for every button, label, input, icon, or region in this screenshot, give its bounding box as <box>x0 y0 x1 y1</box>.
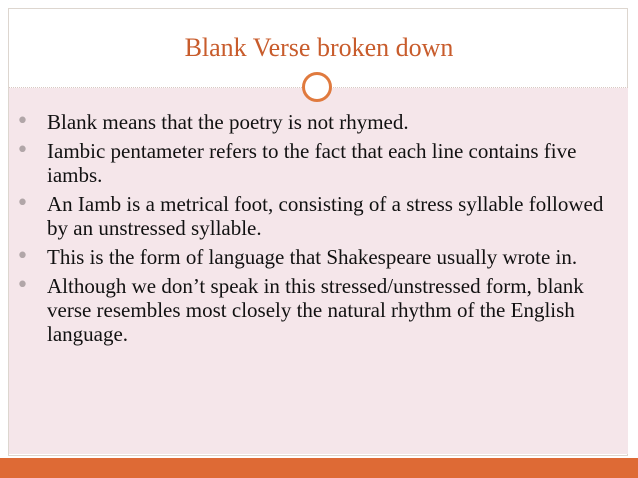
bullet-icon: • <box>16 138 29 163</box>
circle-icon <box>302 72 332 102</box>
slide-title: Blank Verse broken down <box>184 33 454 62</box>
bullet-icon: • <box>16 244 29 269</box>
bullet-item <box>16 192 613 240</box>
bullet-text: Blank means that the poetry is not rhymed. <box>47 110 409 134</box>
bullet-list <box>16 110 616 346</box>
bullet-item <box>16 245 613 269</box>
bullet-text: Although we don’t speak in this stressed/unstressed form, blank verse resembles most closely the natural rhythm of the English language. <box>47 274 584 346</box>
bullet-icon: • <box>16 273 29 298</box>
bullet-item <box>16 110 613 134</box>
bullet-item <box>16 139 613 187</box>
bullet-icon: • <box>16 109 29 134</box>
bullet-item <box>16 274 613 346</box>
bullet-icon: • <box>16 191 29 216</box>
bullet-text: This is the form of language that Shakespeare usually wrote in. <box>47 245 578 269</box>
bottom-accent-bar <box>0 458 638 478</box>
bullet-text: Iambic pentameter refers to the fact that each line contains five iambs. <box>47 139 577 187</box>
bullet-text: An Iamb is a metrical foot, consisting of a stress syllable followed by an unstressed syllable. <box>47 192 604 240</box>
